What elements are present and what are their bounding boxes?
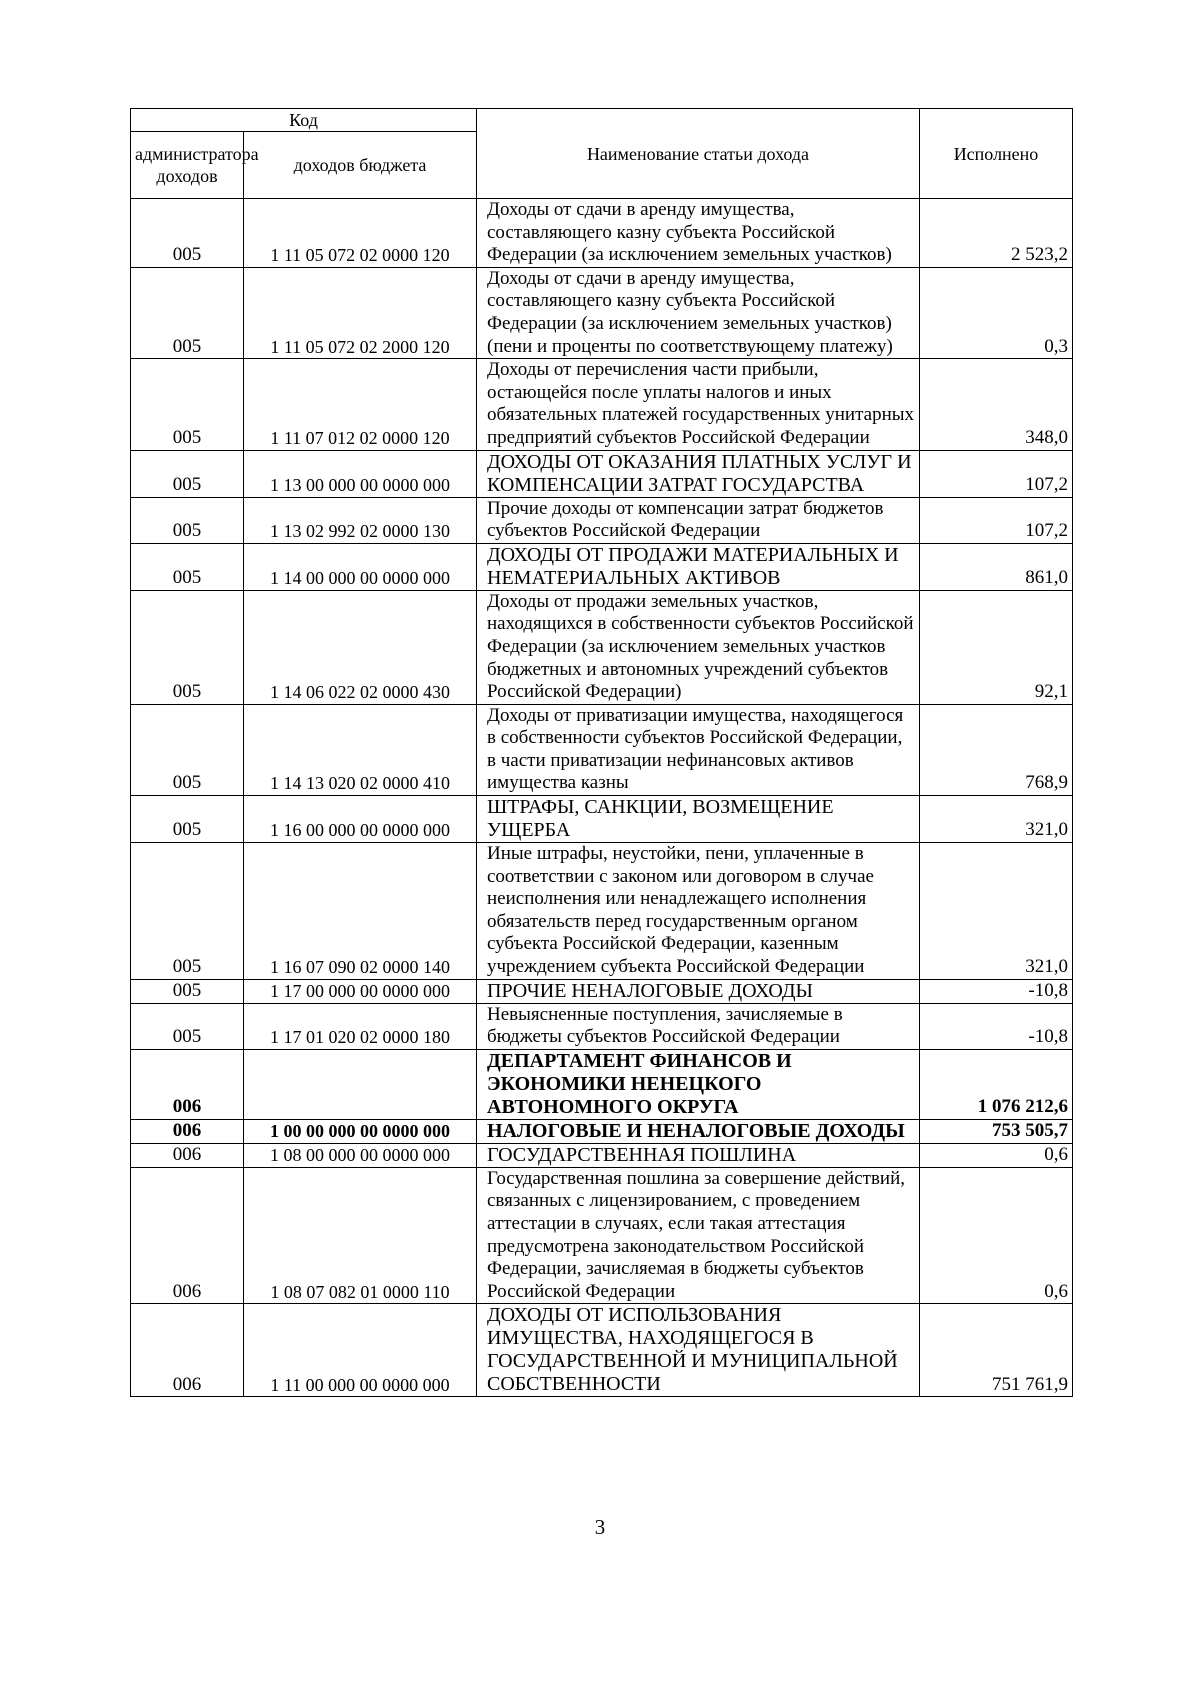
row-admin-code: 005: [131, 1003, 244, 1049]
table-row: [131, 1143, 1073, 1167]
row-executed-value: 107,2: [920, 497, 1073, 543]
table-row: [131, 590, 1073, 704]
row-admin-code: 005: [131, 704, 244, 795]
row-item-name: ПРОЧИЕ НЕНАЛОГОВЫЕ ДОХОДЫ: [477, 979, 920, 1003]
row-executed-value: 321,0: [920, 843, 1073, 980]
table-row: [131, 450, 1073, 497]
row-executed-value: 92,1: [920, 590, 1073, 704]
row-admin-code: 005: [131, 843, 244, 980]
row-budget-code: 1 11 07 012 02 0000 120: [244, 359, 477, 450]
row-item-name: ДОХОДЫ ОТ ОКАЗАНИЯ ПЛАТНЫХ УСЛУГ И КОМПЕНСАЦИИ ЗАТРАТ ГОСУДАРСТВА: [477, 450, 920, 497]
row-admin-code: 006: [131, 1304, 244, 1397]
row-executed-value: 1 076 212,6: [920, 1049, 1073, 1119]
row-executed-value: 348,0: [920, 359, 1073, 450]
row-admin-code: 005: [131, 450, 244, 497]
row-budget-code: 1 17 00 000 00 0000 000: [244, 979, 477, 1003]
table-row: [131, 796, 1073, 843]
page-number: 3: [594, 1515, 606, 1539]
row-budget-code: 1 13 00 000 00 0000 000: [244, 450, 477, 497]
row-executed-value: -10,8: [920, 979, 1073, 1003]
row-executed-value: -10,8: [920, 1003, 1073, 1049]
header-admin: администратора доходов: [131, 132, 244, 199]
revenue-table-sheet: [130, 108, 1072, 1397]
row-executed-value: 0,3: [920, 267, 1073, 358]
row-budget-code: 1 17 01 020 02 0000 180: [244, 1003, 477, 1049]
row-item-name: ШТРАФЫ, САНКЦИИ, ВОЗМЕЩЕНИЕ УЩЕРБА: [477, 796, 920, 843]
row-executed-value: 768,9: [920, 704, 1073, 795]
row-budget-code: 1 16 07 090 02 0000 140: [244, 843, 477, 980]
header-name: Наименование статьи дохода: [477, 109, 920, 199]
table-row: [131, 1167, 1073, 1304]
table-row: [131, 843, 1073, 980]
row-item-name: НАЛОГОВЫЕ И НЕНАЛОГОВЫЕ ДОХОДЫ: [477, 1119, 920, 1143]
table-row: [131, 497, 1073, 543]
row-item-name: Иные штрафы, неустойки, пени, уплаченные в соответствии с законом или договором в случае неисполнения или ненадлежащего исполнения обязательств перед государственным органом субъекта Российской Федерации, казенным учреждением субъекта Российской Федерации: [477, 843, 920, 980]
revenue-table: [130, 108, 1073, 1397]
table-row: [131, 979, 1073, 1003]
row-item-name: Доходы от сдачи в аренду имущества, составляющего казну субъекта Российской Федерации (за исключением земельных участков): [477, 199, 920, 268]
row-admin-code: 006: [131, 1143, 244, 1167]
row-admin-code: 006: [131, 1119, 244, 1143]
row-item-name: Доходы от продажи земельных участков, находящихся в собственности субъектов Российской Федерации (за исключением земельных участков бюджетных и автономных учреждений субъектов Российской Федерации): [477, 590, 920, 704]
row-executed-value: 321,0: [920, 796, 1073, 843]
row-executed-value: 751 761,9: [920, 1304, 1073, 1397]
row-executed-value: 107,2: [920, 450, 1073, 497]
row-executed-value: 2 523,2: [920, 199, 1073, 268]
row-executed-value: 861,0: [920, 543, 1073, 590]
row-item-name: ГОСУДАРСТВЕННАЯ ПОШЛИНА: [477, 1143, 920, 1167]
row-item-name: Прочие доходы от компенсации затрат бюджетов субъектов Российской Федерации: [477, 497, 920, 543]
row-item-name: ДОХОДЫ ОТ ИСПОЛЬЗОВАНИЯ ИМУЩЕСТВА, НАХОДЯЩЕГОСЯ В ГОСУДАРСТВЕННОЙ И МУНИЦИПАЛЬНОЙ СОБСТВЕННОСТИ: [477, 1304, 920, 1397]
row-budget-code: 1 11 00 000 00 0000 000: [244, 1304, 477, 1397]
row-admin-code: 005: [131, 590, 244, 704]
row-budget-code: 1 14 13 020 02 0000 410: [244, 704, 477, 795]
row-admin-code: 006: [131, 1049, 244, 1119]
row-budget-code: 1 13 02 992 02 0000 130: [244, 497, 477, 543]
table-row: [131, 1304, 1073, 1397]
row-budget-code: 1 16 00 000 00 0000 000: [244, 796, 477, 843]
row-item-name: Доходы от приватизации имущества, находящегося в собственности субъектов Российской Федерации, в части приватизации нефинансовых активов имущества казны: [477, 704, 920, 795]
row-executed-value: 0,6: [920, 1143, 1073, 1167]
row-item-name: ДЕПАРТАМЕНТ ФИНАНСОВ И ЭКОНОМИКИ НЕНЕЦКОГО АВТОНОМНОГО ОКРУГА: [477, 1049, 920, 1119]
row-admin-code: 005: [131, 543, 244, 590]
row-admin-code: 005: [131, 796, 244, 843]
row-admin-code: 006: [131, 1167, 244, 1304]
row-executed-value: 0,6: [920, 1167, 1073, 1304]
row-item-name: Доходы от перечисления части прибыли, остающейся после уплаты налогов и иных обязательных платежей государственных унитарных предприятий субъектов Российской Федерации: [477, 359, 920, 450]
row-item-name: Доходы от сдачи в аренду имущества, составляющего казну субъекта Российской Федерации (за исключением земельных участков) (пени и проценты по соответствующему платежу): [477, 267, 920, 358]
table-row: [131, 704, 1073, 795]
table-row: [131, 1003, 1073, 1049]
table-row: [131, 1049, 1073, 1119]
row-budget-code: 1 11 05 072 02 2000 120: [244, 267, 477, 358]
row-budget-code: 1 14 00 000 00 0000 000: [244, 543, 477, 590]
table-row: [131, 1119, 1073, 1143]
row-budget-code: 1 08 00 000 00 0000 000: [244, 1143, 477, 1167]
row-budget-code: 1 14 06 022 02 0000 430: [244, 590, 477, 704]
table-body: [131, 199, 1073, 1397]
row-item-name: Государственная пошлина за совершение действий, связанных с лицензированием, с проведением аттестации в случаях, если такая аттестация предусмотрена законодательством Российской Федерации, зачисляемая в бюджеты субъектов Российской Федерации: [477, 1167, 920, 1304]
header-budget-code: доходов бюджета: [244, 132, 477, 199]
row-admin-code: 005: [131, 497, 244, 543]
header-executed: Исполнено: [920, 109, 1073, 199]
row-executed-value: 753 505,7: [920, 1119, 1073, 1143]
table-row: [131, 199, 1073, 268]
row-admin-code: 005: [131, 267, 244, 358]
row-admin-code: 005: [131, 199, 244, 268]
row-budget-code: 1 00 00 000 00 0000 000: [244, 1119, 477, 1143]
table-row: [131, 267, 1073, 358]
row-item-name: ДОХОДЫ ОТ ПРОДАЖИ МАТЕРИАЛЬНЫХ И НЕМАТЕРИАЛЬНЫХ АКТИВОВ: [477, 543, 920, 590]
row-budget-code: [244, 1049, 477, 1119]
table-row: [131, 543, 1073, 590]
row-budget-code: 1 11 05 072 02 0000 120: [244, 199, 477, 268]
row-admin-code: 005: [131, 979, 244, 1003]
table-row: [131, 359, 1073, 450]
row-budget-code: 1 08 07 082 01 0000 110: [244, 1167, 477, 1304]
row-item-name: Невыясненные поступления, зачисляемые в бюджеты субъектов Российской Федерации: [477, 1003, 920, 1049]
header-kod: Код: [131, 109, 477, 132]
row-admin-code: 005: [131, 359, 244, 450]
